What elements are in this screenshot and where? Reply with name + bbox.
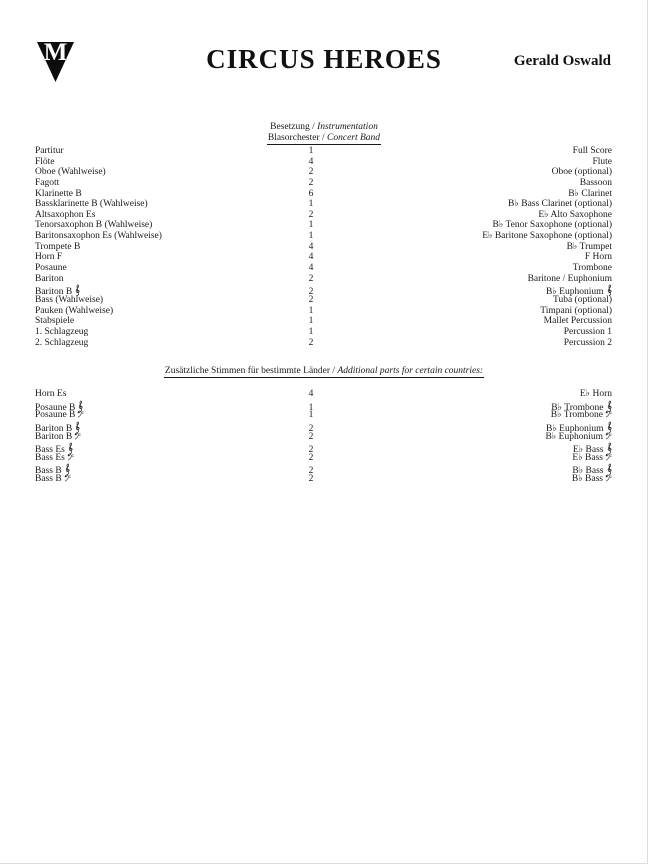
german-label: 2. Schlagzeug	[35, 337, 89, 348]
german-label: Baritonsaxophon Es (Wahlweise)	[35, 231, 162, 242]
english-label: B♭ Euphonium	[545, 431, 603, 442]
table-row	[35, 157, 612, 168]
heading-english: Additional parts for certain countries:	[337, 366, 484, 376]
table-row	[35, 178, 612, 189]
instrument-quantity: 1	[308, 402, 314, 413]
instrument-name-german	[35, 252, 255, 263]
instrumentation-subheading: Blasorchester / Concert Band	[267, 133, 381, 143]
bass-clef-icon	[64, 474, 71, 485]
instrument-name-english	[367, 474, 612, 485]
instrument-quantity: 1	[308, 316, 314, 327]
instrument-name-german	[35, 338, 255, 349]
instrument-name-german	[35, 263, 255, 274]
german-label: Bassklarinette B (Wahlweise)	[35, 199, 148, 210]
english-label: B♭ Trombone	[551, 402, 604, 413]
english-label: B♭ Bass Clarinet (optional)	[508, 199, 612, 210]
instrument-name-german	[35, 410, 255, 421]
instrument-quantity: 2	[308, 337, 314, 348]
instrument-name-english	[367, 316, 612, 327]
english-label: B♭ Bass	[571, 474, 603, 485]
table-row	[35, 284, 612, 298]
instrument-quantity: 1	[308, 220, 314, 231]
table-row	[35, 421, 612, 432]
instrument-quantity: 4	[308, 263, 314, 274]
english-label: Timpani (optional)	[540, 305, 612, 316]
instrument-name-english	[367, 338, 612, 349]
instrument-name-german	[35, 199, 255, 210]
table-row	[35, 252, 612, 263]
instrument-name-english	[367, 263, 612, 274]
german-label: Bariton	[35, 273, 64, 284]
german-label: 1. Schlagzeug	[35, 326, 89, 337]
instrument-name-german	[35, 231, 255, 242]
english-label: B♭ Clarinet	[568, 188, 612, 199]
table-row	[35, 210, 612, 221]
instrument-quantity: 2	[308, 273, 314, 284]
instrument-quantity: 6	[308, 188, 314, 199]
instrument-name-german	[35, 274, 255, 285]
instrument-quantity: 2	[308, 431, 314, 442]
english-label: Full Score	[572, 146, 612, 156]
english-label: B♭ Trombone	[550, 410, 603, 421]
table-row	[35, 274, 612, 285]
table-row	[35, 432, 612, 443]
instrument-quantity: 2	[308, 474, 314, 485]
german-label: Bass Es	[35, 445, 65, 456]
subheading-german: Blasorchester	[267, 133, 320, 143]
instrument-name-german	[35, 146, 255, 157]
instrument-name-english	[367, 220, 612, 231]
german-label: Bass B	[35, 474, 62, 485]
bass-clef-icon	[605, 474, 612, 485]
instrument-name-german	[35, 474, 255, 485]
german-label: Bass B	[35, 466, 62, 477]
instrument-name-english	[367, 210, 612, 221]
instrument-quantity: 1	[308, 305, 314, 316]
instrument-quantity: 4	[308, 241, 314, 252]
instrument-quantity: 2	[308, 423, 314, 434]
instrument-quantity: 1	[308, 231, 314, 242]
bass-clef-icon	[67, 453, 74, 464]
instrument-name-english	[367, 231, 612, 242]
english-label: B♭ Euphonium	[545, 423, 604, 434]
german-label: Horn F	[35, 252, 63, 263]
german-label: Klarinette B	[35, 188, 82, 199]
english-label: E♭ Bass	[572, 452, 603, 463]
bass-clef-icon	[77, 410, 84, 421]
heading-english: Instrumentation	[317, 122, 378, 132]
table-row	[35, 453, 612, 464]
german-label: Bariton B	[35, 287, 73, 298]
table-row	[35, 442, 612, 456]
german-label: Bariton B	[35, 423, 73, 434]
english-label: Bassoon	[579, 177, 612, 188]
instrument-name-english	[367, 410, 612, 421]
bass-clef-icon	[605, 453, 612, 464]
instrument-name-english	[367, 453, 612, 464]
instrument-name-german	[35, 327, 255, 338]
table-row	[35, 263, 612, 274]
english-label: B♭ Trumpet	[566, 241, 612, 252]
instrument-quantity: 4	[308, 156, 314, 167]
instrumentation-heading: Besetzung / Instrumentation	[270, 122, 378, 132]
instrument-name-english	[367, 252, 612, 263]
page-title: CIRCUS HEROES	[206, 44, 442, 74]
bass-clef-icon	[605, 410, 612, 421]
instrument-name-german	[35, 167, 255, 178]
german-label: Fagott	[35, 177, 60, 188]
instrument-name-english	[367, 242, 612, 253]
english-label: Percussion 1	[563, 326, 612, 337]
table-row	[35, 338, 612, 349]
table-row	[35, 167, 612, 178]
instrument-quantity: 2	[308, 287, 314, 298]
english-label: Flute	[592, 156, 612, 167]
instrument-quantity: 1	[308, 199, 314, 210]
table-row	[35, 189, 612, 200]
english-label: Percussion 2	[563, 337, 612, 348]
table-row	[35, 231, 612, 242]
table-row	[35, 474, 612, 485]
german-label: Bass (Wahlweise)	[35, 294, 104, 305]
additional-parts-heading: Zusätzliche Stimmen für bestimmte Länder / Additional parts for certain countries:	[164, 366, 484, 376]
instrument-name-german	[35, 210, 255, 221]
composer-name: Gerald Oswald	[513, 53, 611, 69]
german-label: Flöte	[35, 156, 55, 167]
instrument-quantity: 1	[308, 146, 314, 156]
instrument-quantity: 4	[308, 389, 314, 399]
german-label: Partitur	[35, 146, 64, 156]
english-label: Tuba (optional)	[552, 294, 612, 305]
instrument-quantity: 2	[308, 177, 314, 188]
instrument-name-english	[367, 389, 612, 400]
table-row	[35, 242, 612, 253]
subheading-english: Concert Band	[327, 133, 381, 143]
instrument-quantity: 1	[308, 326, 314, 337]
table-row	[35, 410, 612, 421]
german-label: Bariton B	[35, 431, 73, 442]
additional-parts-table	[35, 389, 612, 485]
english-label: F Horn	[584, 252, 612, 263]
instrument-name-english	[367, 274, 612, 285]
german-label: Pauken (Wahlweise)	[35, 305, 114, 316]
german-label: Posaune B	[35, 410, 76, 421]
english-label: E♭ Baritone Saxophone (optional)	[482, 231, 612, 242]
table-row	[35, 389, 612, 400]
instrument-name-german	[35, 220, 255, 231]
instrument-name-german	[35, 242, 255, 253]
table-row	[35, 220, 612, 231]
german-label: Trompete B	[35, 241, 81, 252]
instrument-name-german	[35, 432, 255, 443]
german-label: Posaune	[35, 263, 67, 274]
english-label: E♭ Bass	[572, 445, 604, 456]
instrument-name-german	[35, 453, 255, 464]
english-label: B♭ Euphonium	[545, 287, 604, 298]
instrument-quantity: 4	[308, 252, 314, 263]
english-label: B♭ Tenor Saxophone (optional)	[492, 220, 612, 231]
instrument-quantity: 2	[308, 466, 314, 477]
instrument-quantity: 2	[308, 445, 314, 456]
english-label: Trombone	[572, 263, 612, 274]
instrument-name-english	[367, 189, 612, 200]
english-label: B♭ Bass	[572, 466, 604, 477]
instrument-name-german	[35, 157, 255, 168]
logo-letter: M	[43, 39, 68, 66]
heading-german: Zusätzliche Stimmen für bestimmte Länder	[164, 366, 331, 376]
instrument-name-english	[367, 157, 612, 168]
table-row	[35, 400, 612, 411]
german-label: Stabspiele	[35, 316, 75, 327]
german-label: Horn Es	[35, 389, 67, 399]
instrument-quantity: 2	[308, 452, 314, 463]
instrument-name-english	[367, 199, 612, 210]
instrument-name-german	[35, 389, 255, 400]
english-label: E♭ Alto Saxophone	[538, 209, 612, 220]
instrument-name-german	[35, 178, 255, 189]
german-label: Altsaxophon Es	[35, 209, 96, 220]
instrument-quantity: 2	[308, 209, 314, 220]
german-label: Oboe (Wahlweise)	[35, 167, 106, 178]
german-label: Posaune B	[35, 402, 76, 413]
table-row	[35, 295, 612, 306]
english-label: Oboe (optional)	[551, 167, 612, 178]
bass-clef-icon	[74, 432, 81, 443]
english-label: Mallet Percussion	[543, 316, 612, 327]
instrument-name-english	[367, 327, 612, 338]
instrument-name-english	[367, 306, 612, 317]
instrument-name-german	[35, 306, 255, 317]
heading-german: Besetzung	[270, 122, 310, 132]
instrumentation-table	[35, 146, 612, 348]
table-row	[35, 199, 612, 210]
english-label: Baritone / Euphonium	[527, 273, 612, 284]
table-row	[35, 327, 612, 338]
german-label: Bass Es	[35, 452, 65, 463]
instrument-quantity: 2	[308, 167, 314, 178]
instrument-name-english	[367, 167, 612, 178]
table-row	[35, 316, 612, 327]
german-label: Tenorsaxophon B (Wahlweise)	[35, 220, 153, 231]
instrument-name-english	[367, 178, 612, 189]
instrument-quantity: 2	[308, 294, 314, 305]
english-label: E♭ Horn	[579, 389, 612, 399]
instrument-name-german	[35, 316, 255, 327]
instrument-name-english	[367, 432, 612, 443]
instrument-name-english	[367, 295, 612, 306]
instrument-name-german	[35, 295, 255, 306]
bass-clef-icon	[605, 432, 612, 443]
instrument-name-english	[367, 146, 612, 157]
instrument-quantity: 1	[308, 410, 314, 421]
table-row	[35, 146, 612, 157]
table-row	[35, 463, 612, 477]
instrument-name-german	[35, 189, 255, 200]
table-row	[35, 306, 612, 317]
